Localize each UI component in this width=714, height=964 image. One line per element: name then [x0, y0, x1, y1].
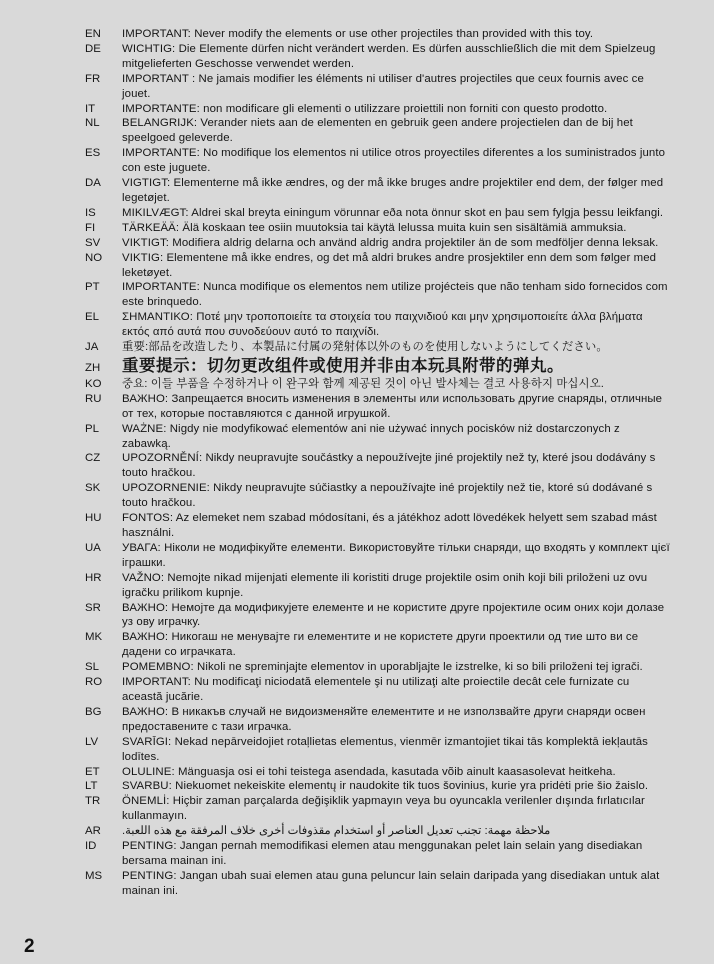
- warning-text: 重要:部品を改造したり、本製品に付属の発射体以外のものを使用しないようにしてください。: [122, 341, 608, 354]
- warning-row: [85, 116, 670, 146]
- warning-text: IMPORTANT : Ne jamais modifier les éléments ni utiliser d'autres projectiles que ceux fournis avec ce jouet.: [122, 72, 644, 100]
- language-code: TR: [85, 795, 101, 808]
- language-code: EL: [85, 311, 99, 324]
- warning-row: [85, 72, 670, 102]
- warning-row: [85, 824, 670, 839]
- warning-text: BELANGRIJK: Verander niets aan de elementen en gebruik geen andere projectielen dan de bij het speelgoed geleverde.: [122, 117, 633, 145]
- warning-row: [85, 392, 670, 422]
- language-code: FI: [85, 221, 96, 234]
- warning-text: VIKTIGT: Modifiera aldrig delarna och använd aldrig andra projektiler än de som medföljer denna leksak.: [122, 236, 659, 249]
- language-code: PL: [85, 422, 99, 435]
- warning-text: ВАЖНО: Запрещается вносить изменения в элементы или использовать другие снаряды, отличные от тех, которые поставляются с данной игрушкой.: [122, 392, 663, 420]
- warning-row: [85, 601, 670, 631]
- language-code: MS: [85, 869, 103, 882]
- warning-row: [85, 630, 670, 660]
- warning-text: IMPORTANTE: non modificare gli elementi o utilizzare proiettili non forniti con questo prodotto.: [122, 102, 608, 115]
- warning-text: UPOZORNĚNÍ: Nikdy neupravujte součástky a nepoužívejte jiné projektily než ty, které jsou dodávány s touto hračkou.: [122, 452, 656, 480]
- warning-text: IMPORTANT: Nu modificaţi niciodată elementele şi nu utilizaţi alte proiectile decât cele furnizate cu această jucărie.: [122, 676, 630, 703]
- language-code: CZ: [85, 452, 101, 465]
- warning-text: 重要提示：切勿更改组件或使用并非由本玩具附带的弹丸。: [122, 356, 564, 375]
- language-code: MK: [85, 631, 103, 644]
- language-code: HU: [85, 512, 102, 525]
- language-code: ID: [85, 840, 97, 853]
- warning-text: ΣΗΜΑΝΤΙΚΟ: Ποτέ μην τροποποιείτε τα στοιχεία του παιχνιδιού και μην χρησιμοποιείτε άλλα βλήματα εκτός από αυτά που συνοδεύουν αυτό το παιχνίδι.: [122, 311, 643, 339]
- warning-text: MIKILVÆGT: Aldrei skal breyta einingum vörunnar eða nota önnur skot en þau sem fylgja þessu leikfangi.: [122, 206, 664, 219]
- warning-row: [85, 451, 670, 481]
- warning-row: [85, 481, 670, 511]
- warning-text: 중요: 이들 부품을 수정하거나 이 완구와 함께 제공된 것이 아닌 발사체는 결코 사용하지 마십시오.: [122, 377, 605, 390]
- warning-row: [85, 422, 670, 452]
- warnings-list: [85, 27, 670, 899]
- warning-row: [85, 280, 670, 310]
- warning-text: ملاحظة مهمة: تجنب تعديل العناصر أو استخدام مقذوفات أخرى خلاف المرفقة مع هذه اللعبة.: [122, 825, 551, 838]
- language-code: RU: [85, 392, 102, 405]
- language-code: LT: [85, 780, 98, 793]
- warning-text: FONTOS: Az elemeket nem szabad módosítani, és a játékhoz adott lövedékek helyett sem szabad mást használni.: [122, 512, 657, 539]
- warning-row: [85, 355, 670, 377]
- warning-row: [85, 571, 670, 601]
- warning-text: SVARĪGI: Nekad nepārveidojiet rotaļlietas elementus, vienmēr izmantojiet tikai tās komplektā iekļautās lodītes.: [122, 735, 648, 763]
- language-code: RO: [85, 676, 103, 689]
- warning-text: UPOZORNENIE: Nikdy neupravujte súčiastky a nepoužívajte iné projektily než tie, ktoré sú dodávané s touto hračkou.: [122, 482, 653, 510]
- language-code: BG: [85, 705, 102, 718]
- warning-text: WAŻNE: Nigdy nie modyfikować elementów ani nie używać innych pocisków niż dostarczonych z zabawką.: [122, 422, 620, 450]
- warning-row: [85, 660, 670, 675]
- warning-row: [85, 27, 670, 42]
- warning-text: IMPORTANT: Never modify the elements or use other projectiles than provided with this toy.: [122, 28, 594, 40]
- warning-row: [85, 735, 670, 765]
- warning-row: [85, 765, 670, 780]
- language-code: SV: [85, 236, 101, 249]
- warning-text: VIKTIG: Elementene må ikke endres, og det må aldri brukes andre prosjektiler enn dem som følger med leketøyet.: [122, 251, 657, 279]
- warning-row: [85, 869, 670, 899]
- language-code: KO: [85, 377, 102, 390]
- language-code: FR: [85, 72, 101, 85]
- language-code: NO: [85, 251, 103, 264]
- warning-text: PENTING: Jangan pernah memodifikasi elemen atau menggunakan pelet lain selain yang disediakan bersama mainan ini.: [122, 840, 643, 867]
- warning-text: PENTING: Jangan ubah suai elemen atau guna peluncur lain selain daripada yang disediakan untuk alat mainan ini.: [122, 869, 660, 897]
- language-code: DA: [85, 177, 101, 190]
- warning-text: IMPORTANTE: No modifique los elementos ni utilice otros proyectiles diferentes a los suministrados junto con este juguete.: [122, 147, 666, 175]
- warning-row: [85, 251, 670, 281]
- warning-row: [85, 839, 670, 869]
- warning-row: [85, 779, 670, 794]
- language-code: AR: [85, 825, 101, 838]
- language-code: SK: [85, 482, 101, 495]
- language-code: SL: [85, 661, 99, 674]
- language-code: PT: [85, 281, 100, 294]
- warning-row: [85, 310, 670, 340]
- language-code: SR: [85, 601, 101, 614]
- warning-text: TÄRKEÄÄ: Älä koskaan tee osiin muutoksia tai käytä lelussa muita kuin sen sisältämiä ammuksia.: [122, 221, 627, 234]
- warning-row: [85, 102, 670, 117]
- language-code: HR: [85, 571, 102, 584]
- warning-row: [85, 176, 670, 206]
- language-code: JA: [85, 341, 99, 354]
- language-code: EN: [85, 28, 101, 40]
- warning-row: [85, 541, 670, 571]
- warning-row: [85, 146, 670, 176]
- warning-text: SVARBU: Niekuomet nekeiskite elementų ir naudokite tik tuos šovinius, kurie yra pridėti prie šio žaislo.: [122, 780, 649, 793]
- warning-text: VAŽNO: Nemojte nikad mijenjati elemente ili koristiti druge projektile osim onih koji bili priloženi uz ovu igračku prilikom kupnje.: [122, 571, 648, 599]
- warning-row: [85, 221, 670, 236]
- warning-text: IMPORTANTE: Nunca modifique os elementos nem utilize projécteis que não tenham sido fornecidos com este brinquedo.: [122, 281, 668, 309]
- warning-row: [85, 675, 670, 705]
- warning-text: ВАЖНО: Немојте да модификујете елементе и не користите друге пројектиле осим оних који долазе уз ову играчку.: [122, 601, 665, 629]
- language-code: ET: [85, 765, 100, 778]
- warning-text: WICHTIG: Die Elemente dürfen nicht verändert werden. Es dürfen ausschließlich die mit dem Spielzeug mitgelieferten Geschosse verwendet werden.: [122, 42, 656, 70]
- warning-text: POMEMBNO: Nikoli ne spreminjajte elementov in uporabljajte le izstrelke, ki so bili priloženi tej igrači.: [122, 661, 643, 674]
- page-number: 2: [24, 936, 35, 957]
- language-code: LV: [85, 735, 99, 748]
- language-code: ZH: [85, 361, 101, 374]
- warning-text: OLULINE: Mänguasja osi ei tohi teistega asendada, kasutada võib ainult kaasasolevat heitkeha.: [122, 765, 616, 778]
- warning-text: ÖNEMLİ: Hiçbir zaman parçalarda değişiklik yapmayın veya bu oyuncakla verilenler dışında fırlatıcılar kullanmayın.: [122, 795, 645, 823]
- warning-row: [85, 511, 670, 541]
- warning-row: [85, 377, 670, 392]
- warning-row: [85, 206, 670, 221]
- warning-text: ВАЖНО: В никакъв случай не видоизменяйте елементите и не използвайте други снаряди освен предоставените с тази играчка.: [122, 705, 646, 733]
- warning-row: [85, 794, 670, 824]
- language-code: IS: [85, 206, 96, 219]
- warning-row: [85, 42, 670, 72]
- warning-row: [85, 236, 670, 251]
- language-code: NL: [85, 117, 100, 130]
- language-code: ES: [85, 147, 101, 160]
- warning-row: [85, 705, 670, 735]
- warning-text: ВАЖНО: Никогаш не менувајте ги елементите и не користете други проектили од тие што ви се дадени со играчката.: [122, 631, 639, 659]
- warning-text: УВАГА: Ніколи не модифікуйте елементи. Використовуйте тільки снаряди, що входять у комплект цієї іграшки.: [122, 541, 670, 569]
- language-code: UA: [85, 541, 101, 554]
- language-code: DE: [85, 42, 101, 55]
- language-code: IT: [85, 102, 96, 115]
- warning-row: [85, 340, 670, 355]
- warning-text: VIGTIGT: Elementerne må ikke ændres, og der må ikke bruges andre projektiler end dem, der følger med legetøjet.: [122, 177, 664, 204]
